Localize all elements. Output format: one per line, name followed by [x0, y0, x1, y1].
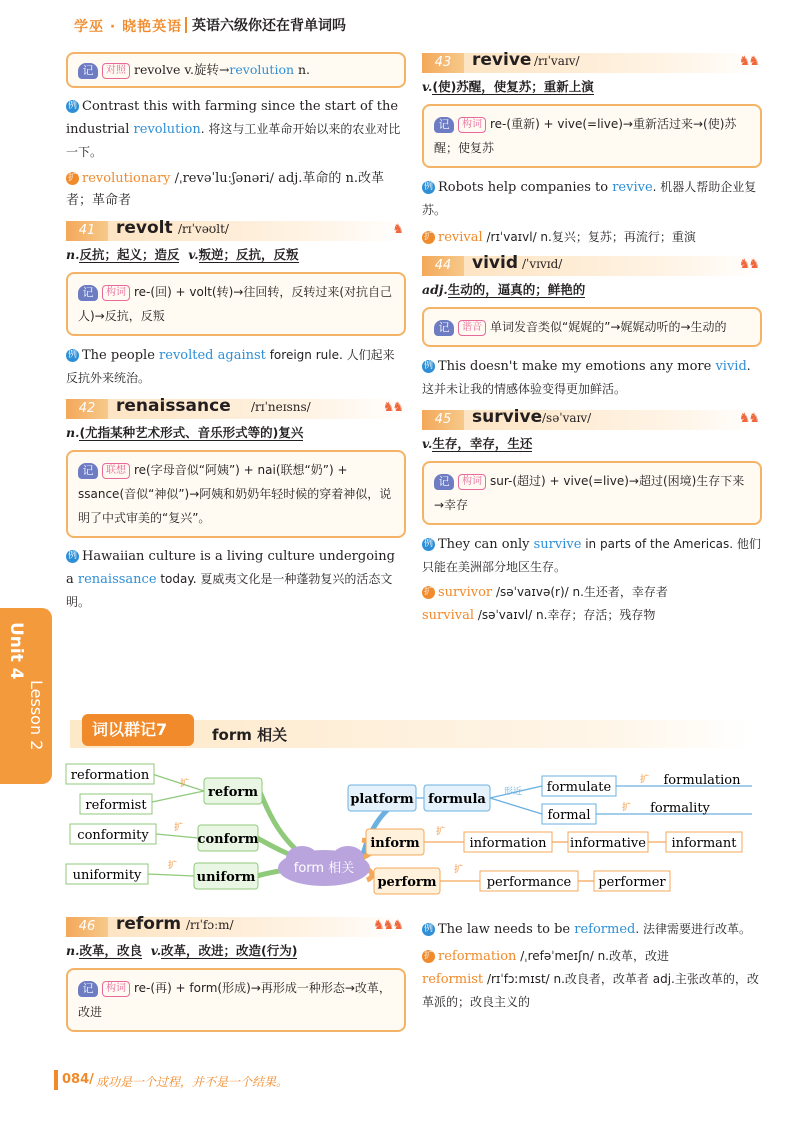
- example-sentence: [422, 918, 762, 941]
- note-tag: 构词: [102, 981, 130, 997]
- bulb-icon: 记: [434, 117, 454, 133]
- pos: adj.: [422, 282, 448, 297]
- derivative-word: reformation: [438, 949, 517, 964]
- node-information: information: [469, 836, 547, 851]
- example-icon: 例: [423, 539, 433, 549]
- def: (使)苏醒，使复苏；重新上演: [432, 79, 594, 94]
- definition: [422, 279, 762, 301]
- bulb-icon: 记: [78, 63, 98, 79]
- node-perform: perform: [377, 875, 437, 890]
- unit-side-tab: [0, 608, 52, 784]
- def: 改革，改良: [79, 943, 142, 958]
- node-formal: formal: [547, 808, 591, 823]
- example-highlight: renaissance: [77, 572, 157, 587]
- pos: v.: [422, 436, 433, 451]
- node-reformation: reformation: [70, 768, 150, 783]
- frequency-icon: ♞♞: [382, 400, 402, 415]
- extend-label: 扩: [180, 779, 190, 789]
- derivative-word: revival: [438, 230, 483, 245]
- example-icon: 例: [67, 551, 77, 561]
- example-text: The people: [82, 348, 160, 363]
- definition: [422, 433, 762, 455]
- definition: [422, 76, 762, 98]
- derivative-word: survivor: [438, 585, 493, 600]
- mind-map: [62, 758, 762, 908]
- example-highlight: reformed: [574, 922, 636, 937]
- example-text: Contrast this with farming since the start of the industrial: [66, 99, 399, 137]
- example-highlight: revolution: [133, 122, 201, 137]
- headword: vivid: [472, 253, 518, 273]
- unit-label: Unit 4: [6, 622, 26, 680]
- def: 生存，幸存，生还: [432, 436, 533, 451]
- def: 反抗；起义；造反: [79, 247, 180, 262]
- word-number: 43: [422, 53, 464, 73]
- note-text: re-(再) + form(形成)→再形成一种形态→改革，改进: [78, 981, 391, 1019]
- derivative-line: [422, 226, 762, 249]
- extend-label: 扩: [436, 827, 446, 837]
- derivative-def: /ˌrevəˈluːʃənəri/ adj.革命的 n.改革者；革命者: [66, 171, 385, 208]
- footer-bar: [54, 1070, 58, 1090]
- pos: v.: [150, 943, 162, 958]
- derivative-line: [66, 168, 406, 212]
- example-highlight: revive: [612, 180, 653, 195]
- footer-motto: 成功是一个过程，并不是一个结果。: [96, 1075, 289, 1089]
- example-icon: 例: [423, 361, 433, 371]
- extend-icon: 扩: [67, 173, 77, 183]
- extend-icon: 扩: [423, 232, 433, 242]
- memory-note: [66, 450, 406, 538]
- pos: n.: [66, 247, 80, 262]
- word-number: 42: [66, 399, 108, 419]
- memory-note: [422, 461, 762, 525]
- def: (尤指某种艺术形式、音乐形式等的)复兴: [79, 425, 304, 440]
- extend-label: 扩: [640, 775, 650, 785]
- series-name: 学巫 · 晓艳英语: [74, 19, 183, 35]
- bulb-icon: 记: [434, 474, 454, 490]
- note-text: sur-(超过) + vive(=live)→超过(困境)生存下来→幸存: [434, 474, 745, 512]
- derivative-word: reformist: [422, 972, 484, 987]
- word-number: 45: [422, 410, 464, 430]
- derivative-line: [422, 604, 762, 627]
- example-highlight: survive: [533, 537, 582, 552]
- derivative-word: revolutionary: [82, 171, 171, 186]
- pos: n.: [66, 425, 80, 440]
- def: 叛逆；反抗，反叛: [198, 247, 299, 262]
- right-column: [422, 50, 762, 627]
- example-translation: . 这并未让我的情感体验变得更加鲜活。: [422, 359, 751, 396]
- example-translation: . 将这与工业革命开始以来的农业对比一下。: [66, 122, 401, 159]
- node-uniformity: uniformity: [72, 868, 142, 883]
- definition: [66, 422, 406, 444]
- phonetic: /rɪˈvaɪv/: [534, 54, 580, 68]
- phonetic: /rɪˈneɪsns/: [251, 400, 311, 414]
- node-inform: inform: [370, 836, 420, 851]
- note-highlight: revolution: [229, 62, 295, 77]
- note-tag: 构词: [458, 117, 486, 133]
- group-title: form 相关: [212, 726, 288, 744]
- example-highlight: revolted against: [159, 348, 266, 363]
- frequency-icon: ♞♞: [738, 257, 758, 272]
- node-uniform: uniform: [196, 870, 256, 885]
- similar-label: 形近: [504, 787, 523, 797]
- example-translation: today. 夏威夷文化是一种蓬勃复兴的活态文明。: [66, 572, 393, 609]
- node-formulate: formulate: [546, 780, 612, 795]
- word-entry-44: [422, 253, 762, 279]
- pos: v.: [422, 79, 433, 94]
- word-number: 46: [66, 917, 108, 937]
- page-header: [0, 0, 800, 44]
- memory-note: [422, 307, 762, 347]
- center-label: form 相关: [293, 861, 355, 876]
- example-translation: . 机器人帮助企业复苏。: [422, 180, 757, 217]
- note-tag: 谐音: [458, 320, 486, 336]
- phonetic: /rɪˈvəʊlt/: [178, 222, 229, 236]
- phonetic: /rɪˈfɔːm/: [186, 918, 234, 932]
- note-text: re(字母音似“阿姨”) + nai(联想“奶”) + ssance(音似“神似”)→阿姨和奶奶年轻时候的穿着神似，说明了中式审美的“复兴”。: [78, 463, 392, 525]
- node-platform: platform: [350, 792, 414, 807]
- node-reform: reform: [208, 785, 258, 800]
- center-node: [278, 846, 370, 886]
- node-reformist: reformist: [85, 798, 147, 813]
- group-badge: 词以群记7: [82, 714, 194, 746]
- derivative-line: [422, 581, 762, 604]
- pos: n.: [66, 943, 80, 958]
- def: 改革，改进；改造(行为): [161, 943, 298, 958]
- headword: revive: [472, 50, 532, 70]
- bulb-icon: 记: [434, 320, 454, 336]
- node-informant: informant: [671, 836, 737, 851]
- derivative-line: [422, 968, 762, 1014]
- word-entry-41: [66, 218, 406, 244]
- memory-note: [66, 968, 406, 1032]
- headword: renaissance: [116, 396, 231, 416]
- left-column: [66, 52, 406, 614]
- example-icon: 例: [423, 182, 433, 192]
- frequency-icon: ♞♞♞: [373, 918, 402, 933]
- note-text: n.: [294, 62, 311, 77]
- derivative-def: /səˈvaɪvl/ n.幸存；存活；残存物: [474, 608, 656, 622]
- derivative-def: /rɪˈfɔːmɪst/ n.改良者，改革者 adj.主张改革的，改革派的；改良主义的: [422, 972, 759, 1009]
- lesson-label: Lesson 2: [27, 680, 46, 751]
- derivative-word: survival: [422, 608, 475, 623]
- extend-label: 扩: [168, 861, 178, 871]
- headword: reform: [116, 914, 182, 934]
- def: 生动的，逼真的；鲜艳的: [447, 282, 586, 297]
- node-conformity: conformity: [77, 828, 149, 843]
- example-text: Hawaiian culture is a living culture undergoing a: [66, 549, 395, 587]
- header-divider: [185, 17, 187, 33]
- phonetic: /ˈvɪvɪd/: [522, 257, 563, 271]
- example-icon: 例: [67, 350, 77, 360]
- note-tag: 构词: [458, 474, 486, 490]
- note-tag: 联想: [102, 463, 130, 479]
- memory-note: [66, 272, 406, 336]
- node-conform: conform: [197, 832, 259, 847]
- node-formality: formality: [650, 801, 710, 816]
- node-performer: performer: [598, 875, 666, 890]
- extend-label: 扩: [174, 823, 184, 833]
- bulb-icon: 记: [78, 981, 98, 997]
- example-highlight: vivid: [715, 359, 747, 374]
- example-translation: in parts of the Americas. 他们只能在美洲部分地区生存。: [422, 537, 761, 574]
- page-number: 084/: [62, 1072, 94, 1087]
- definition: [66, 940, 406, 962]
- example-text: Robots help companies to: [438, 180, 613, 195]
- extend-label: 扩: [622, 803, 632, 813]
- note-tag: 对照: [102, 63, 130, 79]
- phonetic: /səˈvaɪv/: [542, 411, 592, 425]
- example-icon: 例: [423, 924, 433, 934]
- example-translation: foreign rule. 人们起来反抗外来统治。: [66, 348, 395, 385]
- pos: v.: [188, 247, 199, 262]
- bottom-right: [422, 918, 762, 1014]
- example-text: They can only: [438, 537, 534, 552]
- word-number: 44: [422, 256, 464, 276]
- word-entry-46: [66, 914, 406, 940]
- note-tag: 构词: [102, 285, 130, 301]
- example-icon: 例: [67, 101, 77, 111]
- bottom-left: [66, 914, 406, 1032]
- node-informative: informative: [570, 836, 646, 851]
- word-number: 41: [66, 221, 108, 241]
- frequency-icon: ♞♞: [738, 54, 758, 69]
- headword: survive: [472, 407, 543, 427]
- example-sentence: [66, 546, 406, 614]
- example-sentence: [422, 533, 762, 579]
- example-sentence: [422, 355, 762, 401]
- extend-icon: 扩: [423, 587, 433, 597]
- derivative-def: /rɪˈvaɪvl/ n.复兴；复苏；再流行；重演: [482, 230, 696, 244]
- derivative-line: [422, 945, 762, 968]
- note-text: re-(重新) + vive(=live)→重新活过来→(使)苏醒；使复苏: [434, 117, 737, 155]
- derivative-def: /səˈvaɪvə(r)/ n.生还者，幸存者: [492, 585, 668, 599]
- book-title: 英语六级你还在背单词吗: [192, 18, 346, 34]
- headword: revolt: [116, 218, 173, 238]
- node-formulation: formulation: [663, 773, 741, 788]
- frequency-icon: ♞: [392, 222, 402, 237]
- note-text: v.旋转→: [180, 62, 230, 77]
- derivative-def: /ˌrefəˈmeɪʃn/ n.改革，改进: [516, 949, 669, 963]
- example-text: The law needs to be: [438, 922, 575, 937]
- node-formula: formula: [428, 792, 486, 807]
- extend-icon: 扩: [423, 951, 433, 961]
- example-sentence: [422, 176, 762, 222]
- example-sentence: [66, 96, 406, 164]
- memory-note: [422, 104, 762, 168]
- extend-label: 扩: [454, 865, 464, 875]
- revolve-note: [66, 52, 406, 88]
- word-entry-42: [66, 396, 406, 422]
- bulb-icon: 记: [78, 463, 98, 479]
- note-text: re-(回) + volt(转)→往回转，反转过来(对抗自己人)→反抗，反叛: [78, 285, 393, 323]
- word-entry-43: [422, 50, 762, 76]
- example-sentence: [66, 344, 406, 390]
- definition: [66, 244, 406, 266]
- example-translation: . 法律需要进行改革。: [635, 922, 752, 936]
- node-performance: performance: [486, 875, 572, 890]
- example-text: This doesn't make my emotions any more: [438, 359, 716, 374]
- word-entry-45: [422, 407, 762, 433]
- frequency-icon: ♞♞: [738, 411, 758, 426]
- bulb-icon: 记: [78, 285, 98, 301]
- note-text: revolve: [134, 62, 181, 77]
- note-text: 单词发音类似“娓娓的”→娓娓动听的→生动的: [490, 320, 727, 334]
